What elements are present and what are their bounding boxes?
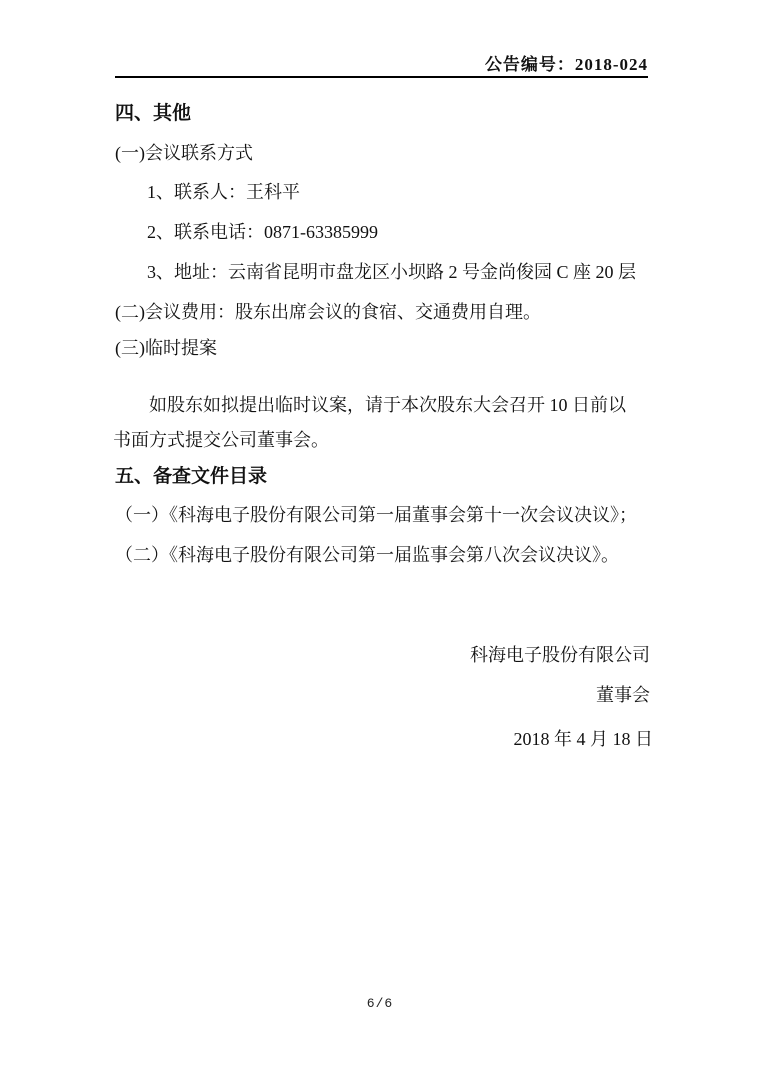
temporary-proposal-paragraph: 如股东如拟提出临时议案，请于本次股东大会召开 10 日前以书面方式提交公司董事会。 bbox=[113, 395, 626, 450]
header-rule bbox=[115, 76, 648, 78]
reference-doc-1: （一）《科海电子股份有限公司第一届董事会第十一次会议决议》； bbox=[115, 505, 637, 525]
reference-doc-2: （二）《科海电子股份有限公司第一届监事会第八次会议决议》。 bbox=[115, 545, 619, 565]
section-4-sub3-heading: (三)临时提案 bbox=[115, 338, 217, 358]
section-4-heading: 四、其他 bbox=[115, 103, 192, 124]
signature-date: 2018 年 4 月 18 日 bbox=[513, 729, 653, 749]
signature-board: 董事会 bbox=[596, 685, 650, 705]
contact-phone-line: 2、联系电话：0871-63385999 bbox=[147, 222, 378, 242]
contact-address-line: 3、地址：云南省昆明市盘龙区小坝路 2 号金尚俊园 C 座 20 层 bbox=[147, 262, 637, 282]
contact-person-line: 1、联系人：王科平 bbox=[147, 182, 300, 202]
page-number: 6/6 bbox=[366, 996, 394, 1011]
section-4-sub2-meeting-cost: (二)会议费用：股东出席会议的食宿、交通费用自理。 bbox=[115, 302, 541, 322]
signature-company: 科海电子股份有限公司 bbox=[470, 645, 650, 665]
doc-number: 公告编号：2018-024 bbox=[484, 55, 648, 74]
section-4-sub1-heading: (一)会议联系方式 bbox=[115, 143, 253, 163]
section-5-heading: 五、备查文件目录 bbox=[115, 466, 268, 487]
